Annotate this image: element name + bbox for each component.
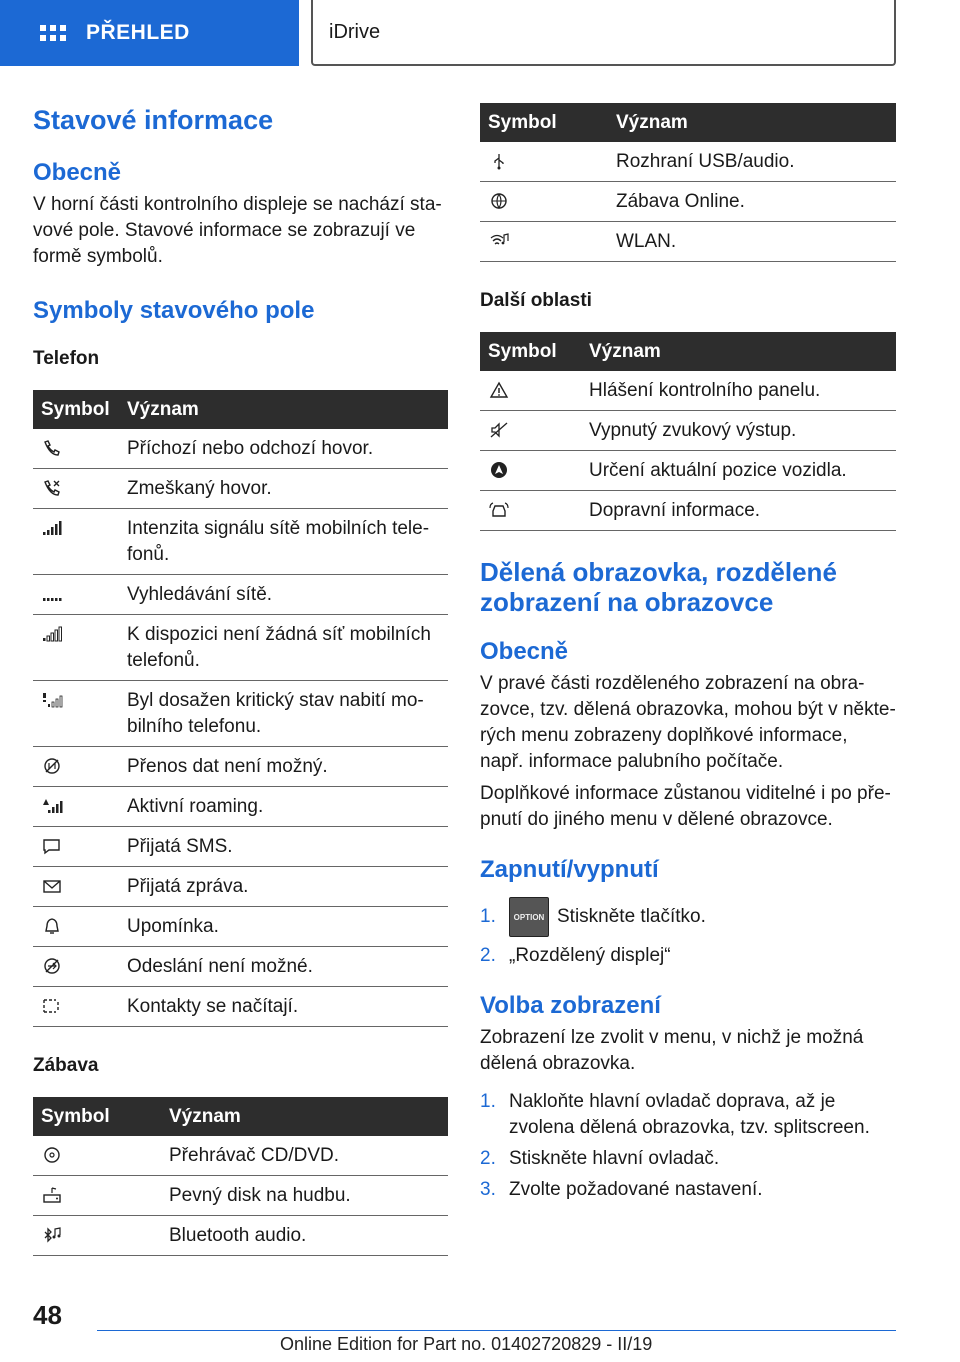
entertainment-table <box>33 1097 448 1256</box>
overview-label: PŘEHLED <box>86 21 190 44</box>
table-header <box>33 390 448 429</box>
step-number: 1. <box>480 1091 496 1113</box>
table-row <box>33 1176 448 1216</box>
sms-icon <box>41 837 113 855</box>
overview-button[interactable] <box>0 0 299 66</box>
meaning-cell: Upomínka. <box>119 907 448 947</box>
symbol-cell <box>33 469 119 509</box>
onoff-steps <box>480 897 896 969</box>
phone-heading: Telefon <box>33 348 100 369</box>
location-icon <box>488 461 575 479</box>
symbol-cell <box>33 1136 161 1176</box>
symbol-cell <box>480 451 581 491</box>
table-row <box>480 411 896 451</box>
meaning-cell: Příchozí nebo odchozí hovor. <box>119 429 448 469</box>
symbol-cell <box>480 142 608 182</box>
wlan-icon <box>488 232 602 250</box>
split-general-heading: Obecně <box>480 638 569 665</box>
section-title: Stavové informace <box>33 105 274 135</box>
table-row <box>33 615 448 681</box>
cd-icon <box>41 1146 155 1164</box>
symbol-cell <box>33 787 119 827</box>
grid-menu-icon <box>40 25 66 41</box>
entertainment-table-continued <box>480 103 896 262</box>
other-heading: Další oblasti <box>480 290 592 311</box>
table-row <box>33 1216 448 1256</box>
select-heading: Volba zobrazení <box>480 992 661 1020</box>
symbol-cell <box>33 747 119 787</box>
table-row <box>33 469 448 509</box>
hard-disk-icon <box>41 1186 155 1204</box>
col-symbol: Symbol <box>480 103 608 142</box>
usb-icon <box>488 152 602 170</box>
meaning-cell: Kontakty se načítají. <box>119 987 448 1027</box>
table-row <box>33 787 448 827</box>
table-row <box>33 575 448 615</box>
symbol-cell <box>33 827 119 867</box>
table-row <box>480 182 896 222</box>
meaning-cell: K dispozici není žádná síť mobilních telefonů. <box>119 615 448 681</box>
left-column <box>33 100 448 1256</box>
step-text: Stiskněte hlavní ovladač. <box>509 1148 720 1170</box>
edition-note: Online Edition for Part no. 01402720829 - II/19 <box>280 1334 653 1354</box>
meaning-cell: Rozhraní USB/audio. <box>608 142 896 182</box>
bell-icon <box>41 917 113 935</box>
step-number: 3. <box>480 1179 496 1201</box>
meaning-cell: Přijatá zpráva. <box>119 867 448 907</box>
select-text: Zobrazení lze zvolit v menu, v nichž je možná dělená obrazovka. <box>480 1027 864 1075</box>
table-row <box>480 491 896 531</box>
select-steps <box>480 1089 896 1203</box>
meaning-cell: Zábava Online. <box>608 182 896 222</box>
network-search-icon <box>41 585 113 603</box>
table-row <box>480 451 896 491</box>
phone-symbols-table <box>33 390 448 1027</box>
meaning-cell: Aktivní roaming. <box>119 787 448 827</box>
general-text: V horní části kontrolního displeje se nachází stavové pole. Stavové informace se zobrazují ve formě symbolů. <box>33 194 442 267</box>
table-row <box>33 1136 448 1176</box>
symbol-cell <box>33 867 119 907</box>
signal-strength-icon <box>41 519 113 537</box>
col-meaning: Význam <box>581 332 896 371</box>
meaning-cell: Vypnutý zvukový výstup. <box>581 411 896 451</box>
list-item <box>480 1089 896 1141</box>
symbol-cell <box>480 491 581 531</box>
list-item <box>480 1177 896 1203</box>
option-button[interactable]: OPTION <box>509 897 549 937</box>
step-text: Nakloňte hlavní ovladač doprava, až je zvolena dělená obrazovka, tzv. splitscreen. <box>509 1091 870 1139</box>
contacts-loading-icon <box>41 997 113 1015</box>
general-heading: Obecně <box>33 159 122 186</box>
mute-icon <box>488 421 575 439</box>
col-symbol: Symbol <box>33 390 119 429</box>
symbol-cell <box>33 947 119 987</box>
table-row <box>33 947 448 987</box>
meaning-cell: Intenzita signálu sítě mobilních telefonů. <box>119 509 448 575</box>
split-text-2: Doplňkové informace zůstanou viditelné i po přepnutí do jiného menu v dělené obrazovce. <box>480 783 891 830</box>
col-meaning: Význam <box>608 103 896 142</box>
no-network-icon <box>41 625 113 643</box>
send-blocked-icon <box>41 957 113 975</box>
table-row <box>480 371 896 411</box>
meaning-cell: Dopravní informace. <box>581 491 896 531</box>
symbol-cell <box>480 222 608 262</box>
list-item <box>480 897 896 937</box>
envelope-icon <box>41 877 113 895</box>
table-row <box>33 867 448 907</box>
col-symbol: Symbol <box>480 332 581 371</box>
meaning-cell: Přenos dat není možný. <box>119 747 448 787</box>
step-number: 2. <box>480 1148 496 1170</box>
split-text-1: V pravé části rozděleného zobrazení na obrazovce, tzv. dělená obrazovka, mohou být v některých menu zobrazeny doplňkové informace, např. informace palubního počítače. <box>480 673 896 772</box>
meaning-cell: Pevný disk na hudbu. <box>161 1176 448 1216</box>
symbol-cell <box>33 681 119 747</box>
symbols-heading: Symboly stavového pole <box>33 297 315 324</box>
table-row <box>480 222 896 262</box>
traffic-icon <box>488 501 575 519</box>
other-table <box>480 332 896 531</box>
meaning-cell: Přijatá SMS. <box>119 827 448 867</box>
chapter-label: iDrive <box>329 20 381 43</box>
symbol-cell <box>33 907 119 947</box>
meaning-cell: Vyhledávání sítě. <box>119 575 448 615</box>
table-row <box>33 681 448 747</box>
col-meaning: Význam <box>161 1097 448 1136</box>
table-header <box>480 332 896 371</box>
table-row <box>33 429 448 469</box>
bluetooth-audio-icon <box>41 1226 155 1244</box>
col-symbol: Symbol <box>33 1097 161 1136</box>
table-row <box>33 987 448 1027</box>
step-text: Zvolte požadované nastavení. <box>509 1179 763 1201</box>
page-number: 48 <box>33 1300 62 1330</box>
step-text: „Rozdělený displej“ <box>509 945 671 967</box>
list-item <box>480 1146 896 1172</box>
symbol-cell <box>480 411 581 451</box>
chapter-tab[interactable] <box>311 0 896 66</box>
right-column <box>480 103 896 1203</box>
table-header <box>33 1097 448 1136</box>
top-bar <box>0 0 960 66</box>
table-row <box>480 142 896 182</box>
low-battery-icon <box>41 691 113 709</box>
missed-call-icon <box>41 479 113 497</box>
meaning-cell: Hlášení kontrolního panelu. <box>581 371 896 411</box>
symbol-cell <box>33 1176 161 1216</box>
split-title: Dělená obrazovka, rozdělené zobrazení na obrazovce <box>480 557 837 617</box>
step-number: 1. <box>480 906 496 927</box>
phone-call-icon <box>41 439 113 457</box>
table-row <box>33 509 448 575</box>
meaning-cell: Určení aktuální pozice vozidla. <box>581 451 896 491</box>
symbol-cell <box>33 615 119 681</box>
footer <box>0 1290 960 1362</box>
table-row <box>33 907 448 947</box>
table-row <box>33 827 448 867</box>
meaning-cell: Odeslání není možné. <box>119 947 448 987</box>
online-icon <box>488 192 602 210</box>
footer-divider <box>97 1330 896 1331</box>
meaning-cell: Bluetooth audio. <box>161 1216 448 1256</box>
entertainment-heading: Zábava <box>33 1055 99 1076</box>
meaning-cell: Zmeškaný hovor. <box>119 469 448 509</box>
meaning-cell: Přehrávač CD/DVD. <box>161 1136 448 1176</box>
table-row <box>33 747 448 787</box>
symbol-cell <box>33 575 119 615</box>
no-data-icon <box>41 757 113 775</box>
symbol-cell <box>33 509 119 575</box>
step-text: Stiskněte tlačítko. <box>557 906 706 928</box>
table-header <box>480 103 896 142</box>
roaming-icon <box>41 797 113 815</box>
symbol-cell <box>33 429 119 469</box>
meaning-cell: WLAN. <box>608 222 896 262</box>
symbol-cell <box>480 182 608 222</box>
warning-icon <box>488 381 575 399</box>
meaning-cell: Byl dosažen kritický stav nabití mobilního telefonu. <box>119 681 448 747</box>
symbol-cell <box>33 1216 161 1256</box>
onoff-heading: Zapnutí/vypnutí <box>480 856 659 883</box>
symbol-cell <box>480 371 581 411</box>
list-item <box>480 943 896 969</box>
col-meaning: Význam <box>119 390 448 429</box>
symbol-cell <box>33 987 119 1027</box>
step-number: 2. <box>480 945 496 967</box>
